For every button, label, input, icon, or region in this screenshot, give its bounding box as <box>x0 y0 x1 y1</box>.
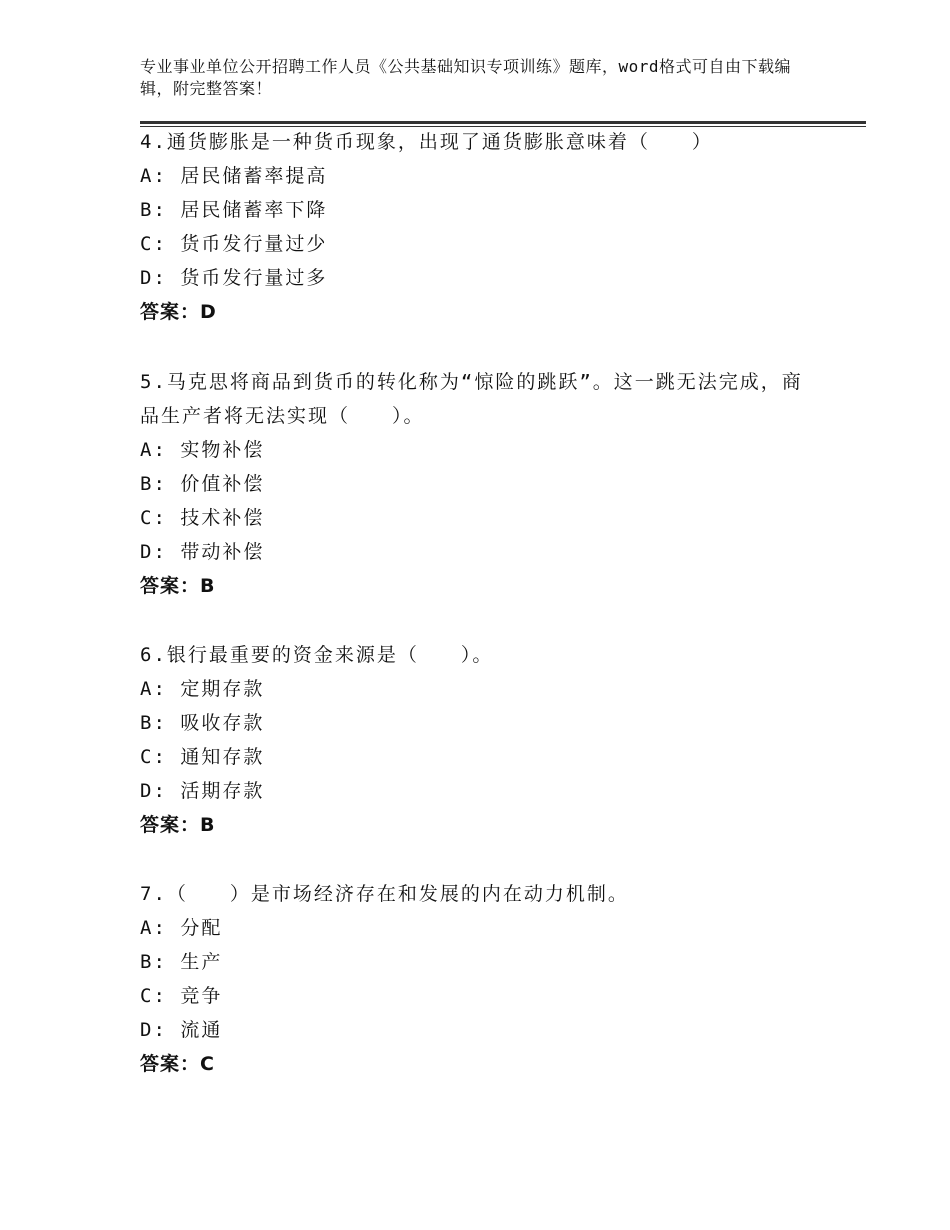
option-c: C: 技术补偿 <box>140 507 265 529</box>
option-b: B: 居民储蓄率下降 <box>140 199 328 221</box>
option-a: A: 定期存款 <box>140 678 265 700</box>
header-rule-thick <box>140 121 866 124</box>
answer: 答案：D <box>140 301 217 323</box>
answer: 答案：C <box>140 1053 215 1075</box>
answer: 答案：B <box>140 575 216 597</box>
document-header: 专业事业单位公开招聘工作人员《公共基础知识专项训练》题库，word格式可自由下载编辑，附完整答案！ <box>140 57 792 98</box>
option-c: C: 通知存款 <box>140 746 265 768</box>
question-stem: 5.马克思将商品到货币的转化称为“惊险的跳跃”。这一跳无法完成，商品生产者将无法实现（ ）。 <box>140 371 803 427</box>
answer: 答案：B <box>140 814 216 836</box>
option-a: A: 实物补偿 <box>140 439 265 461</box>
option-d: D: 货币发行量过多 <box>140 267 328 289</box>
option-c: C: 货币发行量过少 <box>140 233 328 255</box>
option-c: C: 竞争 <box>140 985 223 1007</box>
option-d: D: 活期存款 <box>140 780 265 802</box>
question-4 <box>140 125 820 329</box>
option-a: A: 分配 <box>140 917 223 939</box>
option-b: B: 吸收存款 <box>140 712 265 734</box>
option-b: B: 生产 <box>140 951 223 973</box>
question-6 <box>140 638 820 842</box>
question-5 <box>140 365 820 603</box>
question-stem: 6.银行最重要的资金来源是（ ）。 <box>140 644 494 666</box>
option-d: D: 流通 <box>140 1019 223 1041</box>
option-a: A: 居民储蓄率提高 <box>140 165 328 187</box>
option-b: B: 价值补偿 <box>140 473 265 495</box>
question-7 <box>140 877 820 1081</box>
option-d: D: 带动补偿 <box>140 541 265 563</box>
question-stem: 4.通货膨胀是一种货币现象，出现了通货膨胀意味着（ ） <box>140 131 713 153</box>
question-stem: 7.（ ）是市场经济存在和发展的内在动力机制。 <box>140 883 629 905</box>
